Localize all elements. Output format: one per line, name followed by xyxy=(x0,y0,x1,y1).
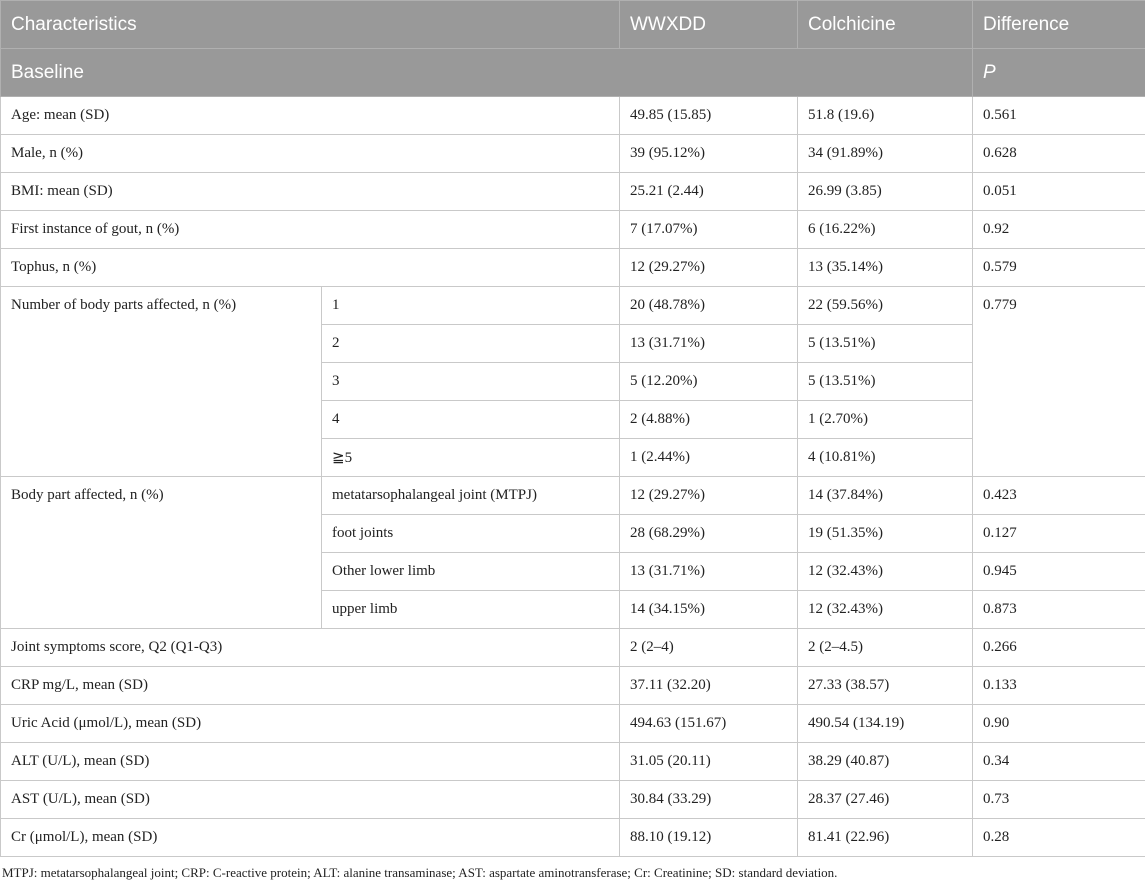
row-label: Joint symptoms score, Q2 (Q1-Q3) xyxy=(1,629,620,667)
table-row xyxy=(1,135,1145,173)
cell-p: 0.34 xyxy=(973,743,1145,781)
cell-p: 0.873 xyxy=(973,591,1145,629)
cell-wwxdd: 13 (31.71%) xyxy=(620,325,798,363)
cell-p: 0.90 xyxy=(973,705,1145,743)
table-row xyxy=(1,629,1145,667)
header-row xyxy=(1,1,1145,49)
cell-colchicine: 34 (91.89%) xyxy=(798,135,973,173)
cell-colchicine: 12 (32.43%) xyxy=(798,553,973,591)
cell-p: 0.628 xyxy=(973,135,1145,173)
cell-colchicine: 4 (10.81%) xyxy=(798,439,973,477)
table-row xyxy=(1,667,1145,705)
table-row xyxy=(1,819,1145,857)
row-label: BMI: mean (SD) xyxy=(1,173,620,211)
subheader-row xyxy=(1,49,1145,97)
table-row xyxy=(1,287,1145,325)
cell-p: 0.779 xyxy=(973,287,1145,477)
cell-wwxdd: 13 (31.71%) xyxy=(620,553,798,591)
header-characteristics: Characteristics xyxy=(1,1,620,49)
cell-wwxdd: 39 (95.12%) xyxy=(620,135,798,173)
row-label: Male, n (%) xyxy=(1,135,620,173)
row-label: Tophus, n (%) xyxy=(1,249,620,287)
row-label: AST (U/L), mean (SD) xyxy=(1,781,620,819)
table-footnote: MTPJ: metatarsophalangeal joint; CRP: C-reactive protein; ALT: alanine transaminase; AST: aspartate aminotransferase; Cr: Creatinine; SD: standard deviation. xyxy=(2,865,838,880)
cell-colchicine: 12 (32.43%) xyxy=(798,591,973,629)
row-label: Uric Acid (μmol/L), mean (SD) xyxy=(1,705,620,743)
row-label: Body part affected, n (%) xyxy=(1,477,322,629)
cell-colchicine: 5 (13.51%) xyxy=(798,325,973,363)
table-row xyxy=(1,743,1145,781)
cell-colchicine: 26.99 (3.85) xyxy=(798,173,973,211)
cell-wwxdd: 2 (2–4) xyxy=(620,629,798,667)
cell-sub: 4 xyxy=(322,401,620,439)
cell-p: 0.127 xyxy=(973,515,1145,553)
cell-colchicine: 6 (16.22%) xyxy=(798,211,973,249)
cell-wwxdd: 12 (29.27%) xyxy=(620,249,798,287)
header-baseline: Baseline xyxy=(1,49,973,97)
cell-p: 0.561 xyxy=(973,97,1145,135)
header-difference: Difference xyxy=(973,1,1145,49)
header-wwxdd: WWXDD xyxy=(620,1,798,49)
cell-colchicine: 28.37 (27.46) xyxy=(798,781,973,819)
header-p: P xyxy=(973,49,1145,97)
cell-p: 0.945 xyxy=(973,553,1145,591)
cell-p: 0.051 xyxy=(973,173,1145,211)
cell-wwxdd: 14 (34.15%) xyxy=(620,591,798,629)
cell-wwxdd: 88.10 (19.12) xyxy=(620,819,798,857)
table-row xyxy=(1,97,1145,135)
cell-wwxdd: 7 (17.07%) xyxy=(620,211,798,249)
row-label: ALT (U/L), mean (SD) xyxy=(1,743,620,781)
cell-colchicine: 19 (51.35%) xyxy=(798,515,973,553)
row-label: First instance of gout, n (%) xyxy=(1,211,620,249)
cell-sub: ≧5 xyxy=(322,439,620,477)
row-label: Age: mean (SD) xyxy=(1,97,620,135)
cell-sub: Other lower limb xyxy=(322,553,620,591)
cell-p: 0.423 xyxy=(973,477,1145,515)
cell-sub: foot joints xyxy=(322,515,620,553)
table-row xyxy=(1,211,1145,249)
cell-wwxdd: 2 (4.88%) xyxy=(620,401,798,439)
cell-wwxdd: 20 (48.78%) xyxy=(620,287,798,325)
cell-sub: metatarsophalangeal joint (MTPJ) xyxy=(322,477,620,515)
cell-sub: 1 xyxy=(322,287,620,325)
cell-wwxdd: 49.85 (15.85) xyxy=(620,97,798,135)
cell-colchicine: 490.54 (134.19) xyxy=(798,705,973,743)
row-label: Number of body parts affected, n (%) xyxy=(1,287,322,477)
row-label: Cr (μmol/L), mean (SD) xyxy=(1,819,620,857)
cell-wwxdd: 5 (12.20%) xyxy=(620,363,798,401)
table-row xyxy=(1,173,1145,211)
cell-colchicine: 38.29 (40.87) xyxy=(798,743,973,781)
table-row xyxy=(1,249,1145,287)
cell-colchicine: 1 (2.70%) xyxy=(798,401,973,439)
cell-colchicine: 81.41 (22.96) xyxy=(798,819,973,857)
cell-colchicine: 51.8 (19.6) xyxy=(798,97,973,135)
row-label: CRP mg/L, mean (SD) xyxy=(1,667,620,705)
cell-colchicine: 13 (35.14%) xyxy=(798,249,973,287)
table-row xyxy=(1,705,1145,743)
cell-wwxdd: 494.63 (151.67) xyxy=(620,705,798,743)
cell-p: 0.28 xyxy=(973,819,1145,857)
cell-p: 0.73 xyxy=(973,781,1145,819)
cell-wwxdd: 37.11 (32.20) xyxy=(620,667,798,705)
cell-wwxdd: 1 (2.44%) xyxy=(620,439,798,477)
cell-colchicine: 27.33 (38.57) xyxy=(798,667,973,705)
table-row xyxy=(1,477,1145,515)
cell-sub: 3 xyxy=(322,363,620,401)
cell-p: 0.579 xyxy=(973,249,1145,287)
cell-p: 0.92 xyxy=(973,211,1145,249)
cell-colchicine: 2 (2–4.5) xyxy=(798,629,973,667)
cell-sub: 2 xyxy=(322,325,620,363)
cell-wwxdd: 28 (68.29%) xyxy=(620,515,798,553)
table-row xyxy=(1,781,1145,819)
cell-wwxdd: 30.84 (33.29) xyxy=(620,781,798,819)
cell-p: 0.266 xyxy=(973,629,1145,667)
cell-colchicine: 22 (59.56%) xyxy=(798,287,973,325)
cell-wwxdd: 12 (29.27%) xyxy=(620,477,798,515)
cell-colchicine: 5 (13.51%) xyxy=(798,363,973,401)
cell-colchicine: 14 (37.84%) xyxy=(798,477,973,515)
cell-wwxdd: 31.05 (20.11) xyxy=(620,743,798,781)
cell-p: 0.133 xyxy=(973,667,1145,705)
cell-sub: upper limb xyxy=(322,591,620,629)
cell-wwxdd: 25.21 (2.44) xyxy=(620,173,798,211)
header-colchicine: Colchicine xyxy=(798,1,973,49)
